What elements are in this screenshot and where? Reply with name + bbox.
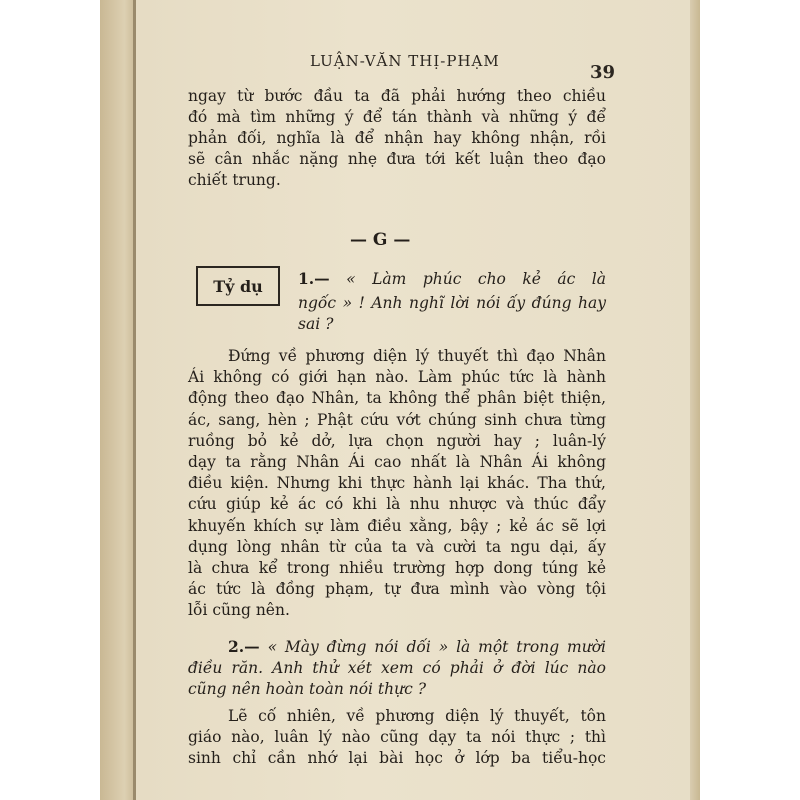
question-number: 2.— [228, 637, 260, 656]
question-line: ngốc » ! Anh nghĩ lời nói ấy đúng hay [298, 294, 606, 312]
question-2 [188, 636, 606, 700]
text-line: sinh chỉ cần nhớ lại bài học ở lớp ba tiểu-học [188, 749, 606, 767]
text-line: ngay từ bước đầu ta đã phải hướng theo chiều [188, 87, 606, 105]
question-line: cũng nên hoàn toàn nói thực ? [188, 680, 427, 698]
example-box-label: Tỷ dụ [196, 266, 280, 306]
previous-page-edge [100, 0, 135, 800]
running-head: LUẬN-VĂN THỊ-PHẠM [310, 52, 500, 70]
answer-1-paragraph [188, 346, 606, 622]
text-line: là chưa kể trong nhiều trường hợp dong túng kẻ [188, 559, 606, 578]
text-line: giáo nào, luân lý nào cũng dạy ta nói thực ; thì [188, 728, 606, 746]
answer-2-paragraph [188, 706, 606, 769]
question-1 [298, 268, 606, 290]
text-line: sẽ cân nhắc nặng nhẹ đưa tới kết luận theo đạo [188, 150, 606, 168]
text-line: Lẽ cố nhiên, về phương diện lý thuyết, tôn [228, 707, 606, 725]
text-line: chiết trung. [188, 171, 281, 189]
text-line: phản đối, nghĩa là để nhận hay không nhận, rồi [188, 129, 606, 147]
text-line: khuyến khích sự làm điều xằng, bậy ; kẻ ác sẽ lợi [188, 516, 606, 535]
text-line: động theo đạo Nhân, ta không thể phân biệt thiện, [188, 389, 606, 408]
question-line [298, 268, 606, 290]
text-line: lỗi cũng nên. [188, 601, 290, 620]
text-line: dạy ta rằng Nhân Ái cao nhất là Nhân Ái không [188, 453, 606, 472]
text-line: ác, sang, hèn ; Phật cứu vớt chúng sinh chưa từng [188, 410, 606, 429]
page-number: 39 [590, 62, 616, 83]
text-line: đó mà tìm những ý để tán thành và những ý để [188, 108, 606, 126]
text-line: ruồng bỏ kẻ dở, lựa chọn người hay ; luân-lý [188, 431, 606, 450]
text-line: Ái không có giới hạn nào. Làm phúc tức là hành [188, 368, 606, 387]
text-line: Đứng về phương diện lý thuyết thì đạo Nhân [228, 347, 606, 365]
text-line: điều kiện. Nhưng khi thực hành lại khác. Tha thứ, [188, 474, 606, 493]
question-line [188, 636, 606, 658]
section-mark: — G — [350, 230, 411, 250]
page-edge [690, 0, 700, 800]
question-number: 1.— [298, 269, 330, 288]
text-line: dụng lòng nhân từ của ta và cười ta ngu dại, ấy [188, 537, 606, 556]
question-text: « Mày đừng nói dối » là một trong mười [267, 638, 606, 656]
question-1-cont [298, 293, 606, 335]
text-line: cứu giúp kẻ ác có khi là nhu nhược và thúc đẩy [188, 495, 606, 514]
question-line: điều răn. Anh thử xét xem có phải ở đời lúc nào [188, 659, 606, 677]
question-text: « Làm phúc cho kẻ ác là [346, 270, 606, 288]
question-line: sai ? [298, 315, 334, 333]
intro-paragraph [188, 86, 606, 191]
text-line: ác tức là đồng phạm, tự đưa mình vào vòng tội [188, 580, 606, 599]
